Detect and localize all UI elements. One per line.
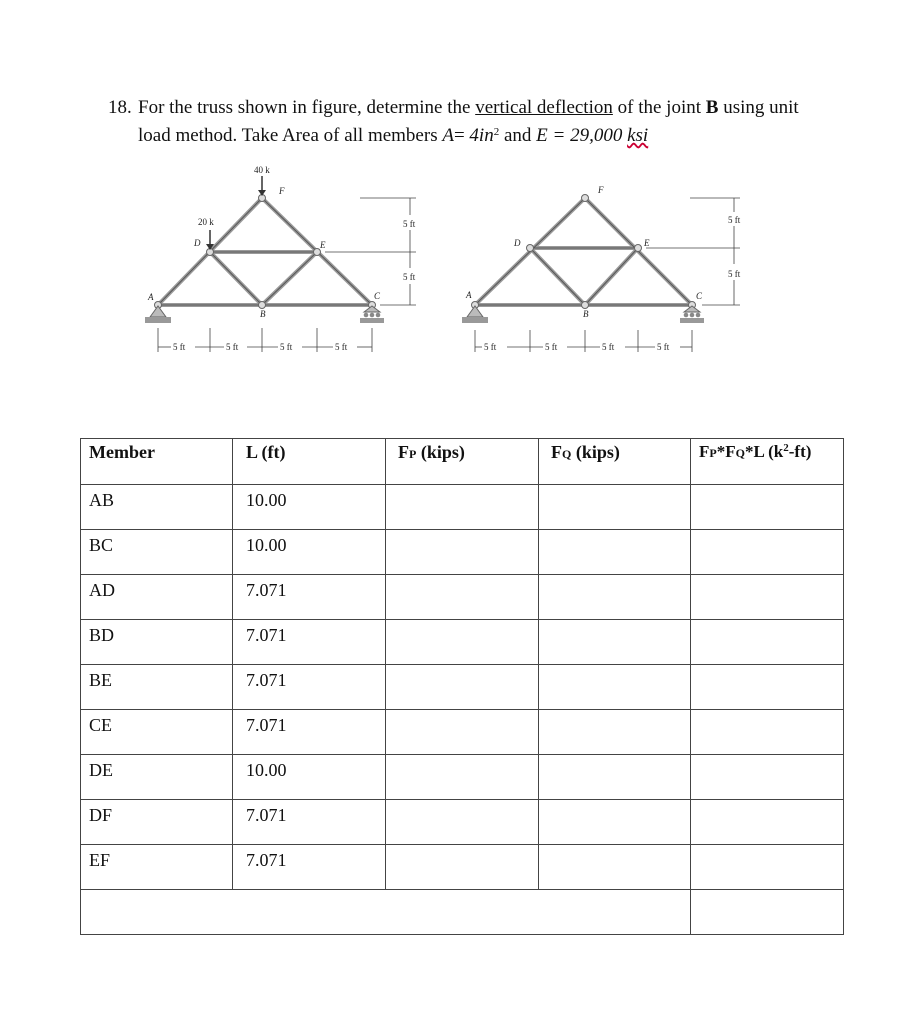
svg-text:5 ft: 5 ft <box>602 342 615 352</box>
fq-cell[interactable] <box>539 485 691 530</box>
problem-line-1: For the truss shown in figure, determine the vertical deflection of the joint B using unit <box>138 97 799 118</box>
svg-text:5 ft: 5 ft <box>403 219 416 229</box>
member-cell: DF <box>81 800 233 845</box>
svg-text:5 ft: 5 ft <box>173 342 186 352</box>
length-cell: 7.071 <box>233 710 386 755</box>
table-row <box>81 575 844 620</box>
svg-text:5 ft: 5 ft <box>484 342 497 352</box>
svg-text:E: E <box>320 240 326 250</box>
svg-text:5 ft: 5 ft <box>335 342 348 352</box>
table-row <box>81 530 844 575</box>
svg-text:B: B <box>260 309 266 319</box>
fp-cell[interactable] <box>386 575 539 620</box>
fq-cell[interactable] <box>539 755 691 800</box>
fp-cell[interactable] <box>386 710 539 755</box>
svg-text:5 ft: 5 ft <box>728 215 741 225</box>
svg-text:F: F <box>279 186 285 196</box>
member-cell: BE <box>81 665 233 710</box>
svg-text:B: B <box>583 309 589 319</box>
svg-text:5 ft: 5 ft <box>280 342 293 352</box>
fp-cell[interactable] <box>386 845 539 890</box>
length-cell: 7.071 <box>233 800 386 845</box>
svg-text:A: A <box>466 290 472 300</box>
fp-cell[interactable] <box>386 485 539 530</box>
ksi-unit: ksi <box>627 125 649 146</box>
svg-text:5 ft: 5 ft <box>545 342 558 352</box>
total-label-cell <box>81 890 691 935</box>
product-cell[interactable] <box>691 575 844 620</box>
fq-cell[interactable] <box>539 845 691 890</box>
header-product: FP*FQ*L $(k^2-ft)$ <box>691 439 844 485</box>
header-fp: FP (kips) <box>386 439 539 485</box>
fp-cell[interactable] <box>386 530 539 575</box>
fp-cell[interactable] <box>386 800 539 845</box>
svg-text:E: E <box>644 238 650 248</box>
table-row <box>81 620 844 665</box>
table-row <box>81 845 844 890</box>
member-cell: EF <box>81 845 233 890</box>
header-member: Member <box>81 439 233 485</box>
product-cell[interactable] <box>691 485 844 530</box>
total-cell[interactable] <box>691 890 844 935</box>
product-cell[interactable] <box>691 665 844 710</box>
fq-cell[interactable] <box>539 665 691 710</box>
joint-b-bold: B <box>705 97 719 118</box>
fq-cell[interactable] <box>539 530 691 575</box>
table-row <box>81 800 844 845</box>
member-cell: DE <box>81 755 233 800</box>
svg-text:D: D <box>514 238 521 248</box>
fp-cell[interactable] <box>386 665 539 710</box>
truss-loaded-figure <box>140 160 430 360</box>
svg-text:A: A <box>148 292 154 302</box>
svg-text:5 ft: 5 ft <box>657 342 670 352</box>
length-cell: 7.071 <box>233 845 386 890</box>
table-header-row <box>81 439 844 485</box>
member-cell: BC <box>81 530 233 575</box>
length-cell: 10.00 <box>233 530 386 575</box>
header-fq: FQ (kips) <box>539 439 691 485</box>
fq-cell[interactable] <box>539 575 691 620</box>
svg-text:5 ft: 5 ft <box>226 342 239 352</box>
fq-cell[interactable] <box>539 710 691 755</box>
length-cell: 10.00 <box>233 755 386 800</box>
length-cell: 7.071 <box>233 665 386 710</box>
underlined-phrase: vertical deflection <box>475 97 613 118</box>
table-row <box>81 710 844 755</box>
load-20k: 20 k <box>198 217 214 227</box>
fq-cell[interactable] <box>539 800 691 845</box>
length-cell: 7.071 <box>233 620 386 665</box>
svg-text:5 ft: 5 ft <box>728 269 741 279</box>
table-total-row <box>81 890 844 935</box>
fp-cell[interactable] <box>386 620 539 665</box>
product-cell[interactable] <box>691 755 844 800</box>
svg-text:C: C <box>374 291 381 301</box>
member-cell: AD <box>81 575 233 620</box>
svg-text:5 ft: 5 ft <box>403 272 416 282</box>
length-cell: 7.071 <box>233 575 386 620</box>
fq-cell[interactable] <box>539 620 691 665</box>
product-cell[interactable] <box>691 530 844 575</box>
problem-line-2: load method. Take Area of all members $A= 4in^2$ and E = 29,000 ksi <box>138 125 649 146</box>
member-cell: BD <box>81 620 233 665</box>
product-cell[interactable] <box>691 710 844 755</box>
member-force-table <box>80 438 844 935</box>
fp-cell[interactable] <box>386 755 539 800</box>
member-cell: CE <box>81 710 233 755</box>
problem-number: 18. <box>108 97 132 118</box>
svg-text:C: C <box>696 291 703 301</box>
product-cell[interactable] <box>691 845 844 890</box>
member-cell: AB <box>81 485 233 530</box>
table-row <box>81 755 844 800</box>
length-cell: 10.00 <box>233 485 386 530</box>
truss-unit-load-figure <box>460 160 760 360</box>
table-row <box>81 485 844 530</box>
table-row <box>81 665 844 710</box>
svg-text:F: F <box>598 185 604 195</box>
load-40k: 40 k <box>254 165 270 175</box>
header-length: L (ft) <box>233 439 386 485</box>
svg-text:D: D <box>194 238 201 248</box>
product-cell[interactable] <box>691 620 844 665</box>
product-cell[interactable] <box>691 800 844 845</box>
